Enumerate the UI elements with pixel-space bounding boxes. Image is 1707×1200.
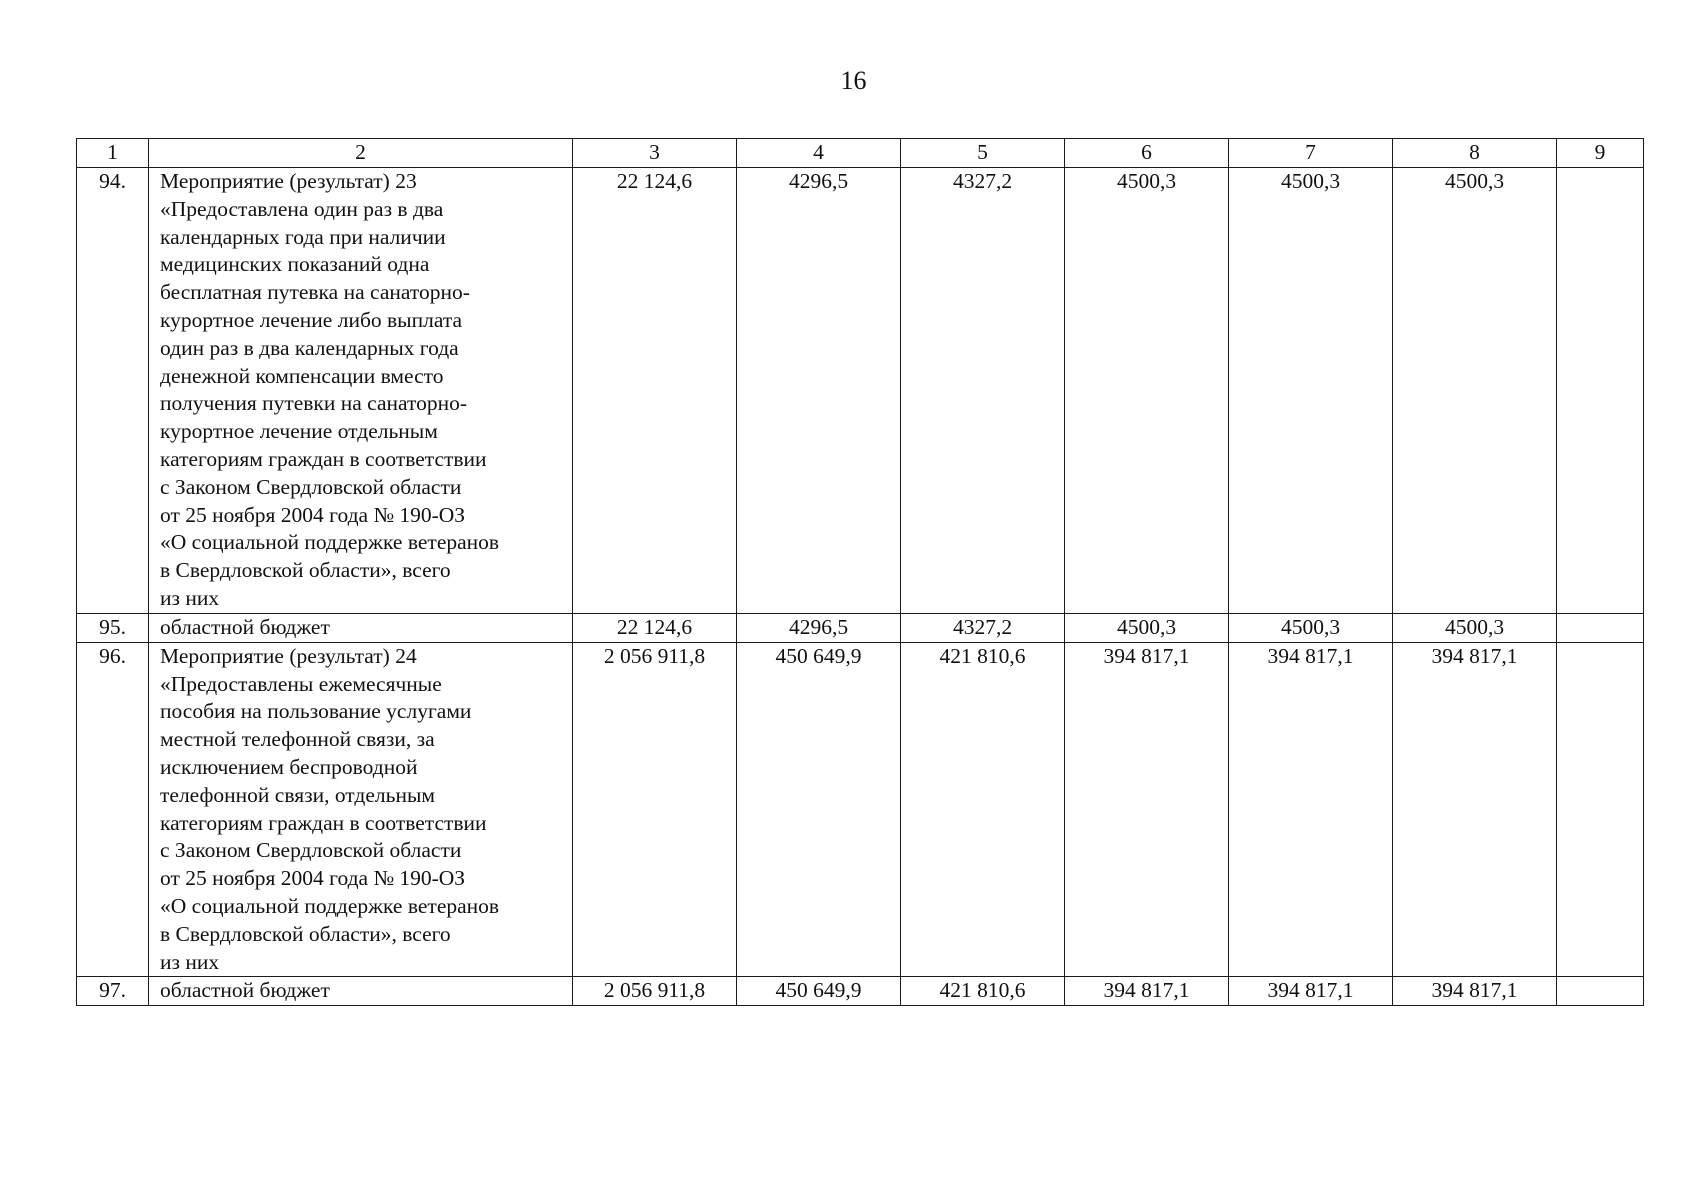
value-cell: 4296,5	[737, 613, 901, 642]
row-number: 95.	[77, 613, 149, 642]
value-cell: 450 649,9	[737, 642, 901, 977]
header-cell: 4	[737, 139, 901, 168]
value-cell	[1557, 168, 1644, 614]
row-description: областной бюджет	[149, 977, 573, 1006]
value-cell: 2 056 911,8	[573, 642, 737, 977]
value-cell: 4500,3	[1229, 613, 1393, 642]
value-cell: 394 817,1	[1065, 977, 1229, 1006]
value-cell: 22 124,6	[573, 168, 737, 614]
value-cell: 394 817,1	[1065, 642, 1229, 977]
row-description: областной бюджет	[149, 613, 573, 642]
value-cell: 394 817,1	[1393, 977, 1557, 1006]
value-cell: 2 056 911,8	[573, 977, 737, 1006]
value-cell: 394 817,1	[1393, 642, 1557, 977]
value-cell	[1557, 613, 1644, 642]
table-row	[77, 977, 1644, 1006]
value-cell: 4500,3	[1393, 613, 1557, 642]
value-cell: 4327,2	[901, 613, 1065, 642]
value-cell: 4296,5	[737, 168, 901, 614]
header-cell: 9	[1557, 139, 1644, 168]
header-cell: 3	[573, 139, 737, 168]
page-number: 16	[840, 66, 867, 95]
header-cell: 7	[1229, 139, 1393, 168]
value-cell: 4500,3	[1393, 168, 1557, 614]
row-description: Мероприятие (результат) 23 «Предоставлена один раз в два календарных года при наличии медицинских показаний одна бесплатная путевка на санаторно- курортное лечение либо выплата один раз в два календарных года денежной компенсации вместо получения путевки на санаторно- курортное лечение отдельным категориям граждан в соответствии с Законом Свердловской области от 25 ноября 2004 года № 190-ОЗ «О социальной поддержке ветеранов в Свердловской области», всего из них	[149, 168, 573, 614]
header-cell: 5	[901, 139, 1065, 168]
header-cell: 6	[1065, 139, 1229, 168]
table-row	[77, 168, 1644, 614]
row-description: Мероприятие (результат) 24 «Предоставлены ежемесячные пособия на пользование услугами местной телефонной связи, за исключением беспроводной телефонной связи, отдельным категориям граждан в соответствии с Законом Свердловской области от 25 ноября 2004 года № 190-ОЗ «О социальной поддержке ветеранов в Свердловской области», всего из них	[149, 642, 573, 977]
value-cell: 421 810,6	[901, 642, 1065, 977]
budget-table	[76, 138, 1644, 1006]
value-cell	[1557, 642, 1644, 977]
column-number-header	[77, 139, 1644, 168]
header-cell: 8	[1393, 139, 1557, 168]
value-cell: 394 817,1	[1229, 977, 1393, 1006]
value-cell: 4500,3	[1065, 613, 1229, 642]
value-cell: 450 649,9	[737, 977, 901, 1006]
value-cell: 394 817,1	[1229, 642, 1393, 977]
value-cell	[1557, 977, 1644, 1006]
row-number: 96.	[77, 642, 149, 977]
value-cell: 22 124,6	[573, 613, 737, 642]
table-row	[77, 642, 1644, 977]
row-number: 94.	[77, 168, 149, 614]
value-cell: 421 810,6	[901, 977, 1065, 1006]
header-cell: 2	[149, 139, 573, 168]
value-cell: 4500,3	[1065, 168, 1229, 614]
header-cell: 1	[77, 139, 149, 168]
value-cell: 4500,3	[1229, 168, 1393, 614]
table-row	[77, 613, 1644, 642]
value-cell: 4327,2	[901, 168, 1065, 614]
row-number: 97.	[77, 977, 149, 1006]
